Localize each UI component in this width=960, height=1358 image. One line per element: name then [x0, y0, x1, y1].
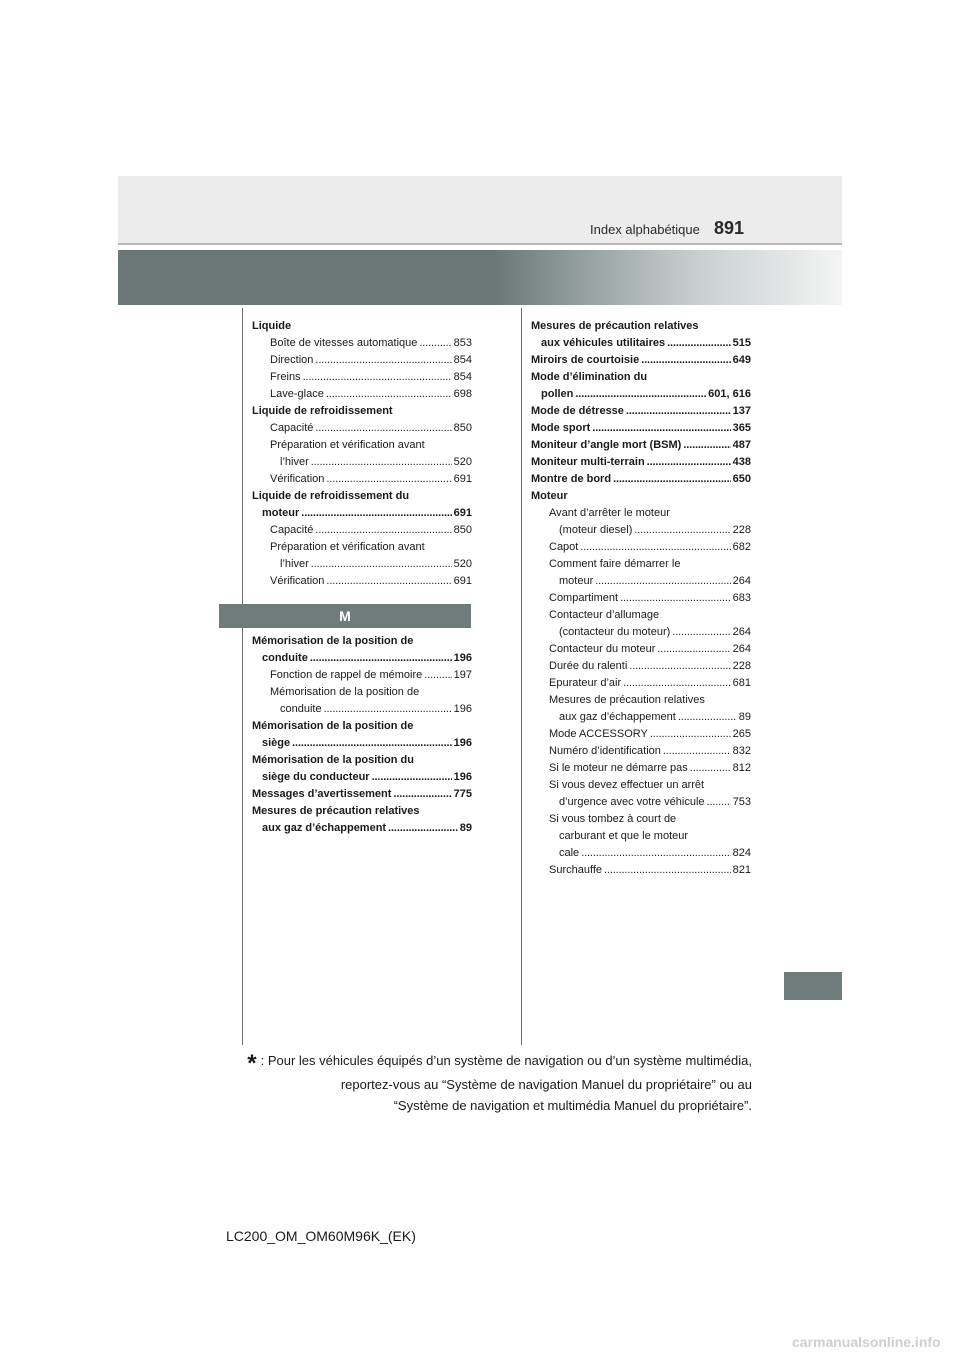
index-entry [252, 488, 472, 505]
index-entry-label: conduite [280, 703, 322, 715]
footnote-line-1: : Pour les véhicules équipés d’un système de navigation ou d’un système multimédia, [260, 1053, 752, 1068]
index-entry-label: Mémorisation de la position de [252, 720, 414, 732]
index-entry [531, 726, 751, 743]
dot-leader [388, 820, 458, 837]
index-entry [252, 650, 472, 667]
dot-leader [301, 505, 451, 522]
index-entry [531, 471, 751, 488]
page-number: 891 [714, 218, 745, 238]
index-entry-label: Moniteur multi-terrain [531, 456, 645, 468]
chapter-tab-marker [784, 972, 842, 1000]
index-entry [531, 352, 751, 369]
index-entry [531, 862, 751, 879]
index-entry-label: Compartiment [549, 592, 619, 604]
index-entry-label: Contacteur d’allumage [549, 609, 660, 621]
index-entry-page: 365 [732, 422, 751, 434]
dot-leader [667, 335, 731, 352]
dot-leader [419, 335, 451, 352]
index-entry [252, 386, 472, 403]
footnote [226, 1050, 752, 1116]
dot-leader [292, 735, 452, 752]
index-entry-page: 196 [453, 703, 472, 715]
index-entry-label: aux gaz d’échappement [559, 711, 676, 723]
index-entry [252, 769, 472, 786]
index-entry-page: 137 [732, 405, 751, 417]
index-entry-label: Boîte de vitesses automatique [270, 337, 418, 349]
index-entry-page: 601, 616 [708, 388, 751, 400]
index-entry-page: 824 [732, 847, 751, 859]
index-entry-label: conduite [262, 652, 308, 664]
dot-leader [663, 743, 731, 760]
index-entry [252, 437, 472, 454]
index-entry-label: Miroirs de courtoisie [531, 354, 640, 366]
index-entry-label: Moteur [531, 490, 568, 502]
header-gradient-bar [118, 250, 842, 305]
index-entry [252, 752, 472, 769]
dot-leader [629, 658, 730, 675]
index-entry-label: Vérification [270, 575, 325, 587]
index-entry-page: 682 [732, 541, 751, 553]
dot-leader [311, 556, 452, 573]
index-entry-page: 650 [732, 473, 751, 485]
index-entry-label: Numéro d’identification [549, 745, 661, 757]
index-entry-page: 228 [732, 524, 751, 536]
index-entry-label: Capacité [270, 524, 314, 536]
dot-leader [311, 454, 452, 471]
index-entry-label: (moteur diesel) [559, 524, 633, 536]
index-column-left-bottom [252, 633, 472, 837]
index-entry-page: 649 [732, 354, 751, 366]
index-entry-page: 438 [732, 456, 751, 468]
index-entry [531, 488, 751, 505]
index-entry-label: Mesures de précaution relatives [531, 320, 699, 332]
dot-leader [657, 641, 730, 658]
index-entry-label: siège [262, 737, 291, 749]
dot-leader [592, 420, 730, 437]
index-entry-label: Capot [549, 541, 579, 553]
header-rule [118, 243, 842, 245]
index-entry-label: Mode sport [531, 422, 591, 434]
index-entry-label: Si vous tombez à court de [549, 813, 677, 825]
index-entry [531, 318, 751, 335]
dot-leader [580, 539, 730, 556]
index-entry [531, 437, 751, 454]
index-entry [531, 420, 751, 437]
index-entry [531, 828, 751, 845]
index-entry-label: Durée du ralenti [549, 660, 628, 672]
index-entry-page: 264 [732, 626, 751, 638]
dot-leader [678, 709, 737, 726]
dot-leader [315, 352, 451, 369]
dot-leader [326, 573, 451, 590]
index-entry [531, 709, 751, 726]
index-entry-label: Freins [270, 371, 301, 383]
index-entry-label: Comment faire démarrer le [549, 558, 681, 570]
dot-leader [707, 794, 731, 811]
dot-leader [372, 769, 452, 786]
index-entry-label: Moniteur d’angle mort (BSM) [531, 439, 682, 451]
dot-leader [303, 369, 452, 386]
index-entry-label: Mode de détresse [531, 405, 624, 417]
index-entry-label: Vérification [270, 473, 325, 485]
dot-leader [683, 437, 730, 454]
index-entry-page: 854 [453, 354, 472, 366]
index-entry [531, 845, 751, 862]
index-entry-label: Messages d’avertissement [252, 788, 392, 800]
index-entry-label: Direction [270, 354, 314, 366]
index-entry [531, 624, 751, 641]
index-entry-page: 197 [453, 669, 472, 681]
section-title: Index alphabétique [590, 222, 700, 237]
index-entry-page: 853 [453, 337, 472, 349]
index-entry [531, 760, 751, 777]
index-entry [252, 718, 472, 735]
index-entry-page: 850 [453, 524, 472, 536]
index-entry-label: Fonction de rappel de mémoire [270, 669, 423, 681]
index-entry-label: (contacteur du moteur) [559, 626, 671, 638]
index-entry [252, 556, 472, 573]
index-entry-label: moteur [559, 575, 594, 587]
index-entry-page: 89 [738, 711, 751, 723]
index-entry-page: 812 [732, 762, 751, 774]
index-entry-page: 196 [453, 737, 472, 749]
footnote-line-2: reportez-vous au “Système de navigation Manuel du propriétaire” ou au [340, 1077, 752, 1092]
index-entry [531, 369, 751, 386]
index-entry-label: Mémorisation de la position de [270, 686, 420, 698]
index-entry-page: 515 [732, 337, 751, 349]
dot-leader [315, 522, 451, 539]
index-entry [252, 786, 472, 803]
index-entry [252, 633, 472, 650]
document-code: LC200_OM_OM60M96K_(EK) [226, 1228, 416, 1244]
index-entry [531, 335, 751, 352]
dot-leader [595, 573, 730, 590]
index-entry [531, 658, 751, 675]
index-entry [531, 386, 751, 403]
dot-leader [672, 624, 730, 641]
index-entry-label: Préparation et vérification avant [270, 439, 425, 451]
index-entry-label: d’urgence avec votre véhicule [559, 796, 705, 808]
index-entry-label: Lave-glace [270, 388, 324, 400]
dot-leader [575, 386, 706, 403]
dot-leader [315, 420, 451, 437]
index-entry [531, 777, 751, 794]
index-entry-label: moteur [262, 507, 300, 519]
index-entry [252, 454, 472, 471]
footnote-star: * [247, 1050, 257, 1077]
index-entry-page: 265 [732, 728, 751, 740]
dot-leader [641, 352, 730, 369]
index-entry [531, 403, 751, 420]
index-entry [252, 803, 472, 820]
index-entry-label: l’hiver [280, 456, 309, 468]
index-entry [252, 505, 472, 522]
index-entry-label: Mesures de précaution relatives [252, 805, 420, 817]
index-entry-label: cale [559, 847, 580, 859]
index-entry [252, 352, 472, 369]
index-entry [531, 522, 751, 539]
dot-leader [581, 845, 730, 862]
index-column-left-top [252, 318, 472, 590]
index-entry-page: 487 [732, 439, 751, 451]
index-entry-page: 775 [453, 788, 472, 800]
index-entry [531, 692, 751, 709]
index-entry-page: 264 [732, 643, 751, 655]
index-entry [531, 811, 751, 828]
index-entry-label: aux gaz d’échappement [262, 822, 387, 834]
index-entry-page: 832 [732, 745, 751, 757]
index-entry-label: Capacité [270, 422, 314, 434]
left-column-rule [242, 308, 243, 1045]
index-entry [252, 403, 472, 420]
index-entry [252, 539, 472, 556]
index-entry-label: Mode ACCESSORY [549, 728, 648, 740]
dot-leader [424, 667, 451, 684]
dot-leader [626, 403, 731, 420]
index-entry-page: 753 [732, 796, 751, 808]
index-entry [252, 335, 472, 352]
index-entry-page: 854 [453, 371, 472, 383]
index-entry [252, 471, 472, 488]
index-entry-label: l’hiver [280, 558, 309, 570]
index-entry-page: 89 [459, 822, 472, 834]
index-entry-label: Liquide de refroidissement du [252, 490, 410, 502]
index-entry-page: 196 [453, 652, 472, 664]
index-entry [252, 369, 472, 386]
dot-leader [310, 650, 452, 667]
index-column-right [531, 318, 751, 879]
index-entry-page: 850 [453, 422, 472, 434]
section-letter-band: M [219, 604, 471, 628]
index-entry [531, 607, 751, 624]
index-entry-label: Contacteur du moteur [549, 643, 656, 655]
watermark: carmanualsonline.info [792, 1334, 941, 1350]
index-entry-label: Liquide de refroidissement [252, 405, 393, 417]
index-entry-label: Si le moteur ne démarre pas [549, 762, 688, 774]
index-entry [252, 318, 472, 335]
index-entry-page: 691 [453, 473, 472, 485]
index-entry-label: Mesures de précaution relatives [549, 694, 705, 706]
index-entry [531, 743, 751, 760]
index-entry [531, 794, 751, 811]
index-entry-page: 228 [732, 660, 751, 672]
dot-leader [650, 726, 731, 743]
index-entry [531, 641, 751, 658]
index-entry-page: 681 [732, 677, 751, 689]
dot-leader [393, 786, 451, 803]
index-entry-page: 691 [453, 575, 472, 587]
index-entry-page: 196 [453, 771, 472, 783]
dot-leader [326, 386, 452, 403]
index-entry [531, 675, 751, 692]
dot-leader [634, 522, 730, 539]
index-entry-page: 821 [732, 864, 751, 876]
index-entry [531, 573, 751, 590]
index-entry [252, 667, 472, 684]
dot-leader [604, 862, 731, 879]
index-entry [252, 522, 472, 539]
index-entry-page: 683 [732, 592, 751, 604]
index-entry [252, 684, 472, 701]
index-entry [531, 539, 751, 556]
index-entry-page: 691 [453, 507, 472, 519]
index-entry [531, 590, 751, 607]
index-entry [531, 556, 751, 573]
index-entry [252, 420, 472, 437]
dot-leader [690, 760, 731, 777]
dot-leader [620, 590, 731, 607]
index-entry [252, 701, 472, 718]
index-entry-page: 698 [453, 388, 472, 400]
index-entry-label: Surchauffe [549, 864, 603, 876]
index-entry-label: Epurateur d’air [549, 677, 622, 689]
index-entry-label: Avant d’arrêter le moteur [549, 507, 670, 519]
index-entry-label: aux véhicules utilitaires [541, 337, 666, 349]
index-entry-label: Mémorisation de la position de [252, 635, 414, 647]
dot-leader [623, 675, 730, 692]
index-entry-label: Mémorisation de la position du [252, 754, 414, 766]
index-entry-label: pollen [541, 388, 574, 400]
index-entry [252, 735, 472, 752]
index-entry-label: Si vous devez effectuer un arrêt [549, 779, 705, 791]
middle-column-rule [521, 308, 522, 1045]
index-entry [252, 573, 472, 590]
index-entry-label: Mode d’élimination du [531, 371, 648, 383]
dot-leader [647, 454, 731, 471]
index-entry-page: 520 [453, 456, 472, 468]
dot-leader [326, 471, 451, 488]
index-entry-page: 520 [453, 558, 472, 570]
dot-leader [324, 701, 452, 718]
index-entry [531, 505, 751, 522]
index-entry-label: carburant et que le moteur [559, 830, 689, 842]
index-entry-label: siège du conducteur [262, 771, 370, 783]
dot-leader [613, 471, 731, 488]
index-entry-label: Préparation et vérification avant [270, 541, 425, 553]
index-entry-label: Liquide [252, 320, 292, 332]
index-entry-page: 264 [732, 575, 751, 587]
index-entry-label: Montre de bord [531, 473, 612, 485]
index-entry [252, 820, 472, 837]
footnote-line-3: “Système de navigation et multimédia Manuel du propriétaire”. [393, 1098, 752, 1113]
index-entry [531, 454, 751, 471]
